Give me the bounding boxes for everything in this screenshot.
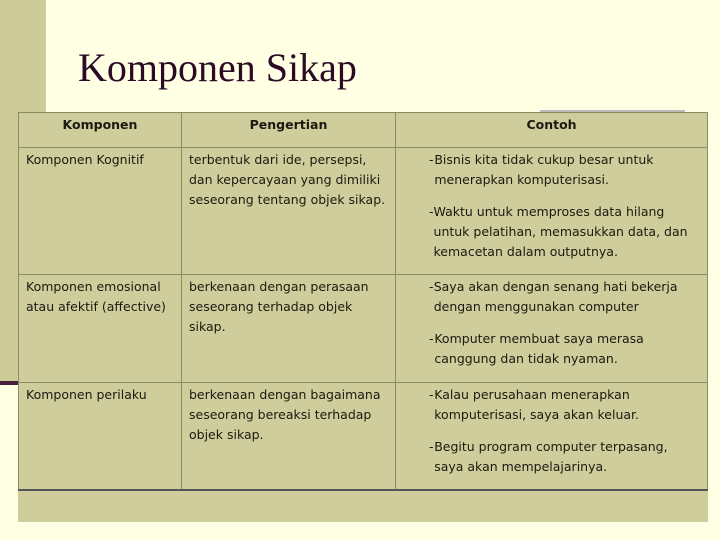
cell-contoh [396, 148, 708, 275]
example-item [403, 329, 700, 369]
cell-pengertian: berkenaan dengan perasaan seseorang terhadap objek sikap. [182, 275, 396, 383]
table-container [18, 112, 708, 522]
example-text: Bisnis kita tidak cukup besar untuk menerapkan komputerisasi. [434, 152, 654, 187]
bullet: - [429, 204, 434, 219]
example-item [403, 202, 700, 262]
bullet: - [429, 439, 434, 454]
example-item [403, 150, 700, 190]
header-contoh: Contoh [396, 113, 708, 148]
cell-komponen: Komponen perilaku [19, 383, 182, 491]
accent-line [0, 381, 18, 385]
cell-pengertian: berkenaan dengan bagaimana seseorang bereaksi terhadap objek sikap. [182, 383, 396, 491]
cell-komponen: Komponen emosional atau afektif (affective) [19, 275, 182, 383]
example-text: Waktu untuk memproses data hilang untuk pelatihan, memasukkan data, dan kemacetan dalam outputnya. [433, 204, 688, 259]
header-komponen: Komponen [19, 113, 182, 148]
table-row [19, 148, 708, 275]
example-item [403, 437, 700, 477]
example-item [403, 385, 700, 425]
cell-pengertian: terbentuk dari ide, persepsi, dan kepercayaan yang dimiliki seseorang tentang objek sikap. [182, 148, 396, 275]
bullet: - [429, 152, 434, 167]
bullet: - [429, 387, 434, 402]
cell-contoh [396, 275, 708, 383]
example-text: Saya akan dengan senang hati bekerja dengan menggunakan computer [433, 279, 678, 314]
example-text: Kalau perusahaan menerapkan komputerisasi, saya akan keluar. [434, 387, 639, 422]
cell-contoh [396, 383, 708, 491]
bullet: - [429, 279, 434, 294]
table-row [19, 383, 708, 491]
cell-komponen: Komponen Kognitif [19, 148, 182, 275]
example-text: Komputer membuat saya merasa canggung dan tidak nyaman. [434, 331, 644, 366]
bullet: - [429, 331, 434, 346]
komponen-table [18, 112, 708, 491]
header-pengertian: Pengertian [182, 113, 396, 148]
example-item [403, 277, 700, 317]
table-header [19, 113, 708, 148]
table-row [19, 275, 708, 383]
example-text: Begitu program computer terpasang, saya akan mempelajarinya. [434, 439, 668, 474]
slide-title: Komponen Sikap [78, 45, 357, 90]
